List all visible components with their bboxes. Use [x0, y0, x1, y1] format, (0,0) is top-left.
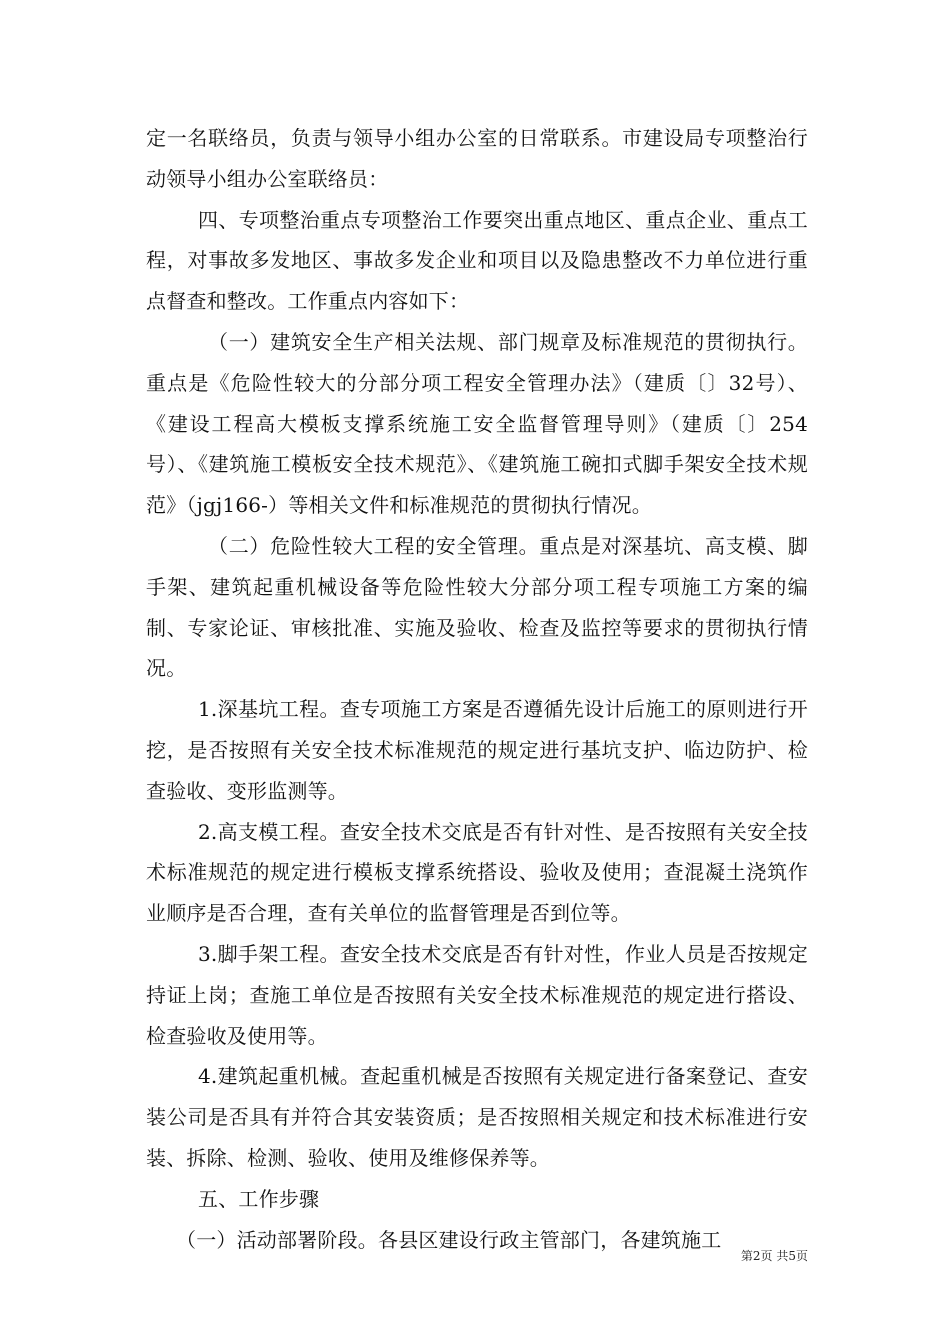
document-body	[146, 118, 808, 1260]
paragraph-liaison: 定一名联络员，负责与领导小组办公室的日常联系。市建设局专项整治行动领导小组办公室联络员：	[146, 126, 808, 191]
paragraph-scaffolding: 3.脚手架工程。查安全技术交底是否有针对性，作业人员是否按规定持证上岗；查施工单位是否按照有关安全技术标准规范的规定进行搭设、检查验收及使用等。	[146, 941, 808, 1048]
footer-total-pages: 5	[788, 1249, 796, 1263]
footer-prefix: 第	[740, 1249, 753, 1263]
paragraph-deployment-stage: （一）活动部署阶段。各县区建设行政主管部门，各建筑施工	[176, 1227, 722, 1252]
footer-middle: 页 共	[760, 1249, 789, 1263]
footer-suffix: 页	[795, 1249, 808, 1263]
paragraph-item-two: （二）危险性较大工程的安全管理。重点是对深基坑、高支模、脚手架、建筑起重机械设备等危险性较大分部分项工程专项施工方案的编制、专家论证、审核批准、实施及验收、检查及监控等要求的贯彻执行情况。	[146, 533, 808, 681]
paragraph-lifting-machinery: 4.建筑起重机械。查起重机械是否按照有关规定进行备案登记、查安装公司是否具有并符合其安装资质；是否按照相关规定和技术标准进行安装、拆除、检测、验收、使用及维修保养等。	[146, 1064, 808, 1170]
paragraph-section-four: 四、专项整治重点专项整治工作要突出重点地区、重点企业、重点工程，对事故多发地区、事故多发企业和项目以及隐患整改不力单位进行重点督查和整改。工作重点内容如下：	[146, 207, 808, 314]
page-number-footer	[741, 1247, 808, 1264]
paragraph-high-formwork: 2.高支模工程。查安全技术交底是否有针对性、是否按照有关安全技术标准规范的规定进行模板支撑系统搭设、验收及使用；查混凝土浇筑作业顺序是否合理，查有关单位的监督管理是否到位等。	[146, 819, 808, 926]
footer-current-page: 2	[752, 1249, 761, 1263]
paragraph-item-one: （一）建筑安全生产相关法规、部门规章及标准规范的贯彻执行。重点是《危险性较大的分部分项工程安全管理办法》（建质〔〕32号）、《建设工程高大模板支撑系统施工安全监督管理导则》（建质〔〕254号）、《建筑施工模板安全技术规范》、《建筑施工碗扣式脚手架安全技术规范》（jgj166-）等相关文件和标准规范的贯彻执行情况。	[146, 329, 808, 518]
paragraph-section-five: 五、工作步骤	[198, 1186, 320, 1211]
paragraph-deep-foundation: 1.深基坑工程。查专项施工方案是否遵循先设计后施工的原则进行开挖，是否按照有关安全技术标准规范的规定进行基坑支护、临边防护、检查验收、变形监测等。	[146, 697, 808, 803]
